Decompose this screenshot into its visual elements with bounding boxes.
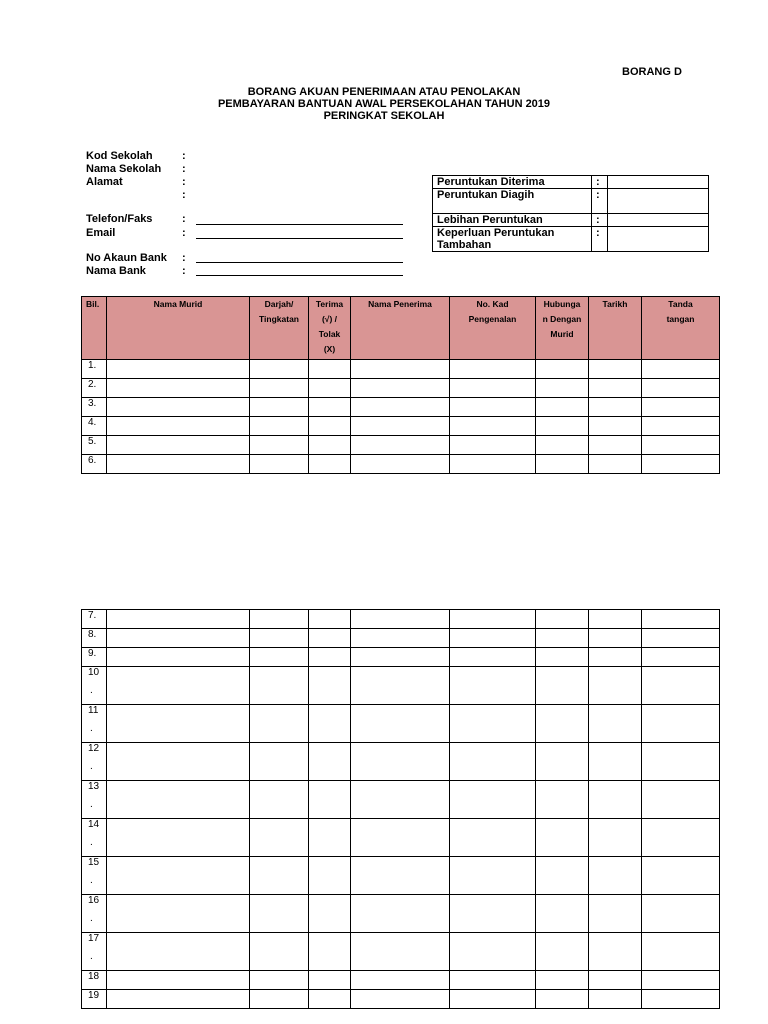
lebihan-peruntukan-label: Lebihan Peruntukan	[433, 214, 592, 227]
table-row	[82, 398, 720, 417]
tarikh-cell[interactable]	[589, 398, 642, 417]
nama-murid-cell[interactable]	[107, 667, 250, 705]
header-hub-l3: Murid	[550, 329, 574, 339]
darjah-cell[interactable]	[250, 933, 309, 971]
nama-murid-cell[interactable]	[107, 857, 250, 895]
row-number-dot: .	[90, 799, 93, 810]
hubungan-cell[interactable]	[536, 629, 589, 648]
alamat-colon-2: :	[182, 189, 186, 201]
row-number-text: 18	[88, 971, 100, 982]
darjah-cell[interactable]	[250, 455, 309, 474]
nama-penerima-cell[interactable]	[351, 667, 450, 705]
row-number	[82, 819, 107, 857]
terima-tolak-cell[interactable]	[309, 379, 351, 398]
peruntukan-diterima-label: Peruntukan Diterima	[433, 176, 592, 189]
header-terima-l4: (X)	[323, 344, 336, 354]
tanda-tangan-cell[interactable]	[642, 819, 720, 857]
table-row	[82, 610, 720, 629]
nama-murid-cell[interactable]	[107, 895, 250, 933]
nama-murid-cell[interactable]	[107, 990, 250, 1009]
kod-sekolah-colon: :	[182, 150, 186, 162]
row-number	[82, 648, 107, 667]
nama-murid-cell[interactable]	[107, 781, 250, 819]
peruntukan-diagih-colon: :	[592, 189, 608, 214]
row-number	[82, 398, 107, 417]
tarikh-cell[interactable]	[589, 743, 642, 781]
hubungan-cell[interactable]	[536, 743, 589, 781]
row-number	[82, 667, 107, 705]
row-number-text: 11	[88, 705, 99, 716]
row-number-dot: .	[90, 723, 93, 734]
no-kad-cell[interactable]	[450, 990, 536, 1009]
header-terima-l3: Tolak	[318, 329, 341, 339]
no-kad-cell[interactable]	[450, 857, 536, 895]
tanda-tangan-cell[interactable]	[642, 398, 720, 417]
keperluan-peruntukan-colon: :	[592, 227, 608, 252]
nama-murid-cell[interactable]	[107, 417, 250, 436]
header-terima	[309, 297, 351, 360]
header-no-kad	[450, 297, 536, 360]
nama-bank-label: Nama Bank	[86, 265, 146, 277]
kod-sekolah-label: Kod Sekolah	[86, 150, 153, 162]
no-akaun-bank-label: No Akaun Bank	[86, 252, 167, 264]
hubungan-cell[interactable]	[536, 990, 589, 1009]
row-number-text: 15	[88, 857, 100, 868]
hubungan-cell[interactable]	[536, 857, 589, 895]
hubungan-cell[interactable]	[536, 455, 589, 474]
terima-tolak-cell[interactable]	[309, 781, 351, 819]
tarikh-cell[interactable]	[589, 819, 642, 857]
darjah-cell[interactable]	[250, 360, 309, 379]
row-number-text: 19	[88, 990, 100, 1001]
terima-tolak-cell[interactable]	[309, 360, 351, 379]
hubungan-cell[interactable]	[536, 417, 589, 436]
no-kad-cell[interactable]	[450, 398, 536, 417]
header-terima-l1: Terima	[315, 299, 344, 309]
nama-penerima-cell[interactable]	[351, 895, 450, 933]
tanda-tangan-cell[interactable]	[642, 990, 720, 1009]
hubungan-cell[interactable]	[536, 398, 589, 417]
table-row	[82, 455, 720, 474]
table-row	[82, 629, 720, 648]
no-kad-cell[interactable]	[450, 895, 536, 933]
row-number-text: 13	[88, 781, 100, 792]
nama-penerima-cell[interactable]	[351, 379, 450, 398]
email-colon: :	[182, 227, 186, 239]
table-row	[82, 667, 720, 705]
header-kad-l2: Pengenalan	[468, 314, 517, 324]
terima-tolak-cell[interactable]	[309, 857, 351, 895]
tanda-tangan-cell[interactable]	[642, 455, 720, 474]
nama-murid-cell[interactable]	[107, 436, 250, 455]
hubungan-cell[interactable]	[536, 933, 589, 971]
hubungan-cell[interactable]	[536, 648, 589, 667]
table-row	[82, 648, 720, 667]
nama-murid-cell[interactable]	[107, 819, 250, 857]
row-number-text: 16	[88, 895, 100, 906]
darjah-cell[interactable]	[250, 629, 309, 648]
darjah-cell[interactable]	[250, 417, 309, 436]
tarikh-cell[interactable]	[589, 705, 642, 743]
header-kad-l1: No. Kad	[476, 299, 509, 309]
nama-bank-colon: :	[182, 265, 186, 277]
tarikh-cell[interactable]	[589, 667, 642, 705]
nama-sekolah-colon: :	[182, 163, 186, 175]
tarikh-cell[interactable]	[589, 610, 642, 629]
nama-penerima-cell[interactable]	[351, 743, 450, 781]
darjah-cell[interactable]	[250, 743, 309, 781]
row-number	[82, 436, 107, 455]
terima-tolak-cell[interactable]	[309, 436, 351, 455]
tanda-tangan-cell[interactable]	[642, 648, 720, 667]
darjah-cell[interactable]	[250, 379, 309, 398]
no-kad-cell[interactable]	[450, 781, 536, 819]
hubungan-cell[interactable]	[536, 379, 589, 398]
terima-tolak-cell[interactable]	[309, 398, 351, 417]
nama-sekolah-label: Nama Sekolah	[86, 163, 162, 175]
email-label: Email	[86, 227, 116, 239]
header-terima-l2: (√) /	[321, 314, 338, 324]
form-code: BORANG D	[622, 66, 682, 78]
nama-murid-cell[interactable]	[107, 933, 250, 971]
row-number	[82, 895, 107, 933]
nama-penerima-cell[interactable]	[351, 857, 450, 895]
tarikh-cell[interactable]	[589, 971, 642, 990]
row-number-text: 10	[88, 667, 100, 678]
nama-penerima-cell[interactable]	[351, 819, 450, 857]
row-number-text: 9.	[88, 648, 97, 659]
tarikh-cell[interactable]	[589, 781, 642, 819]
header-tanda-tangan	[642, 297, 720, 360]
peruntukan-diagih-label: Peruntukan Diagih	[433, 189, 592, 214]
tanda-tangan-cell[interactable]	[642, 705, 720, 743]
nama-murid-cell[interactable]	[107, 360, 250, 379]
nama-penerima-cell[interactable]	[351, 610, 450, 629]
no-kad-cell[interactable]	[450, 360, 536, 379]
form-title-line-2: PEMBAYARAN BANTUAN AWAL PERSEKOLAHAN TAHUN 2019	[217, 98, 551, 110]
nama-penerima-cell[interactable]	[351, 933, 450, 971]
peruntukan-diterima-value[interactable]	[608, 176, 709, 189]
telefon-faks-colon: :	[182, 213, 186, 225]
darjah-cell[interactable]	[250, 990, 309, 1009]
row-number-dot: .	[90, 913, 93, 924]
nama-murid-cell[interactable]	[107, 629, 250, 648]
nama-penerima-cell[interactable]	[351, 629, 450, 648]
peruntukan-diterima-colon: :	[592, 176, 608, 189]
nama-murid-cell[interactable]	[107, 610, 250, 629]
nama-penerima-cell[interactable]	[351, 648, 450, 667]
darjah-cell[interactable]	[250, 895, 309, 933]
keperluan-line-1: Keperluan Peruntukan	[437, 227, 555, 239]
darjah-cell[interactable]	[250, 667, 309, 705]
darjah-cell[interactable]	[250, 971, 309, 990]
no-kad-cell[interactable]	[450, 933, 536, 971]
table-row	[82, 990, 720, 1009]
terima-tolak-cell[interactable]	[309, 933, 351, 971]
allocation-table	[432, 175, 709, 252]
no-kad-cell[interactable]	[450, 455, 536, 474]
tanda-tangan-cell[interactable]	[642, 436, 720, 455]
nama-murid-cell[interactable]	[107, 971, 250, 990]
hubungan-cell[interactable]	[536, 360, 589, 379]
row-number-dot: .	[90, 685, 93, 696]
peruntukan-diagih-value[interactable]	[608, 189, 709, 214]
terima-tolak-cell[interactable]	[309, 819, 351, 857]
nama-penerima-cell[interactable]	[351, 417, 450, 436]
row-number	[82, 610, 107, 629]
telefon-faks-field[interactable]	[196, 224, 403, 225]
row-number	[82, 360, 107, 379]
keperluan-line-2: Tambahan	[437, 239, 492, 251]
nama-bank-field[interactable]	[196, 275, 403, 276]
no-kad-cell[interactable]	[450, 743, 536, 781]
header-hub-l2: n Dengan	[542, 314, 582, 324]
keperluan-peruntukan-label	[433, 227, 592, 252]
darjah-cell[interactable]	[250, 857, 309, 895]
hubungan-cell[interactable]	[536, 819, 589, 857]
table-row	[82, 360, 720, 379]
tanda-tangan-cell[interactable]	[642, 417, 720, 436]
nama-murid-cell[interactable]	[107, 398, 250, 417]
no-kad-cell[interactable]	[450, 971, 536, 990]
terima-tolak-cell[interactable]	[309, 648, 351, 667]
terima-tolak-cell[interactable]	[309, 990, 351, 1009]
lebihan-peruntukan-colon: :	[592, 214, 608, 227]
email-field[interactable]	[196, 238, 403, 239]
tarikh-cell[interactable]	[589, 933, 642, 971]
darjah-cell[interactable]	[250, 705, 309, 743]
table-row	[82, 743, 720, 781]
tarikh-cell[interactable]	[589, 648, 642, 667]
tarikh-cell[interactable]	[589, 455, 642, 474]
nama-penerima-cell[interactable]	[351, 705, 450, 743]
no-kad-cell[interactable]	[450, 610, 536, 629]
row-number-text: 14	[88, 819, 100, 830]
row-number	[82, 971, 107, 990]
table-row	[82, 417, 720, 436]
row-number-text: 12	[88, 743, 100, 754]
keperluan-peruntukan-value[interactable]	[608, 227, 709, 252]
no-akaun-bank-field[interactable]	[196, 262, 403, 263]
terima-tolak-cell[interactable]	[309, 743, 351, 781]
header-bil: Bil.	[82, 297, 107, 360]
nama-penerima-cell[interactable]	[351, 455, 450, 474]
alamat-label: Alamat	[86, 176, 123, 188]
hubungan-cell[interactable]	[536, 610, 589, 629]
darjah-cell[interactable]	[250, 436, 309, 455]
form-title-line-1: BORANG AKUAN PENERIMAAN ATAU PENOLAKAN	[247, 86, 521, 98]
table-row	[82, 895, 720, 933]
header-darjah-l1: Darjah/	[264, 299, 294, 309]
hubungan-cell[interactable]	[536, 705, 589, 743]
row-number-dot: .	[90, 875, 93, 886]
tanda-tangan-cell[interactable]	[642, 971, 720, 990]
tanda-tangan-cell[interactable]	[642, 743, 720, 781]
row-number	[82, 417, 107, 436]
darjah-cell[interactable]	[250, 819, 309, 857]
row-number	[82, 455, 107, 474]
row-number	[82, 990, 107, 1009]
row-number-text: 3.	[88, 398, 97, 409]
terima-tolak-cell[interactable]	[309, 417, 351, 436]
row-number-text: 6.	[88, 455, 97, 466]
form-title-line-3: PERINGKAT SEKOLAH	[323, 110, 445, 122]
tarikh-cell[interactable]	[589, 895, 642, 933]
no-kad-cell[interactable]	[450, 417, 536, 436]
darjah-cell[interactable]	[250, 648, 309, 667]
row-number-text: 8.	[88, 629, 97, 640]
table-row	[82, 436, 720, 455]
row-number-text: 1.	[88, 360, 97, 371]
table-row	[82, 933, 720, 971]
header-nama-murid: Nama Murid	[107, 297, 250, 360]
nama-penerima-cell[interactable]	[351, 781, 450, 819]
tanda-tangan-cell[interactable]	[642, 857, 720, 895]
nama-murid-cell[interactable]	[107, 648, 250, 667]
telefon-faks-label: Telefon/Faks	[86, 213, 153, 225]
row-number-dot: .	[90, 951, 93, 962]
row-number-text: 5.	[88, 436, 97, 447]
row-number	[82, 933, 107, 971]
darjah-cell[interactable]	[250, 610, 309, 629]
no-kad-cell[interactable]	[450, 436, 536, 455]
header-tanda-l2: tangan	[666, 314, 695, 324]
row-number	[82, 857, 107, 895]
tarikh-cell[interactable]	[589, 379, 642, 398]
tanda-tangan-cell[interactable]	[642, 629, 720, 648]
header-hubungan	[536, 297, 589, 360]
tarikh-cell[interactable]	[589, 857, 642, 895]
tanda-tangan-cell[interactable]	[642, 895, 720, 933]
header-darjah	[250, 297, 309, 360]
tanda-tangan-cell[interactable]	[642, 379, 720, 398]
table-row	[82, 379, 720, 398]
table-row	[82, 971, 720, 990]
no-kad-cell[interactable]	[450, 667, 536, 705]
header-tanda-l1: Tanda	[668, 299, 693, 309]
no-akaun-bank-colon: :	[182, 252, 186, 264]
terima-tolak-cell[interactable]	[309, 971, 351, 990]
hubungan-cell[interactable]	[536, 436, 589, 455]
table-row	[82, 857, 720, 895]
tarikh-cell[interactable]	[589, 436, 642, 455]
row-number-dot: .	[90, 761, 93, 772]
nama-penerima-cell[interactable]	[351, 436, 450, 455]
no-kad-cell[interactable]	[450, 629, 536, 648]
lebihan-peruntukan-value[interactable]	[608, 214, 709, 227]
nama-murid-cell[interactable]	[107, 455, 250, 474]
student-table-2	[81, 609, 720, 1009]
tarikh-cell[interactable]	[589, 990, 642, 1009]
row-number-dot: .	[90, 837, 93, 848]
row-number-text: 4.	[88, 417, 97, 428]
no-kad-cell[interactable]	[450, 705, 536, 743]
tarikh-cell[interactable]	[589, 629, 642, 648]
terima-tolak-cell[interactable]	[309, 895, 351, 933]
terima-tolak-cell[interactable]	[309, 629, 351, 648]
terima-tolak-cell[interactable]	[309, 667, 351, 705]
terima-tolak-cell[interactable]	[309, 705, 351, 743]
terima-tolak-cell[interactable]	[309, 610, 351, 629]
header-tarikh: Tarikh	[589, 297, 642, 360]
tanda-tangan-cell[interactable]	[642, 933, 720, 971]
header-darjah-l2: Tingkatan	[259, 314, 299, 324]
row-number	[82, 781, 107, 819]
nama-murid-cell[interactable]	[107, 379, 250, 398]
row-number-text: 2.	[88, 379, 97, 390]
row-number-text: 7.	[88, 610, 97, 621]
table-row	[82, 705, 720, 743]
row-number	[82, 743, 107, 781]
header-nama-penerima: Nama Penerima	[351, 297, 450, 360]
hubungan-cell[interactable]	[536, 781, 589, 819]
row-number-text: 17	[88, 933, 100, 944]
no-kad-cell[interactable]	[450, 379, 536, 398]
student-table-1	[81, 296, 720, 474]
darjah-cell[interactable]	[250, 781, 309, 819]
alamat-colon: :	[182, 176, 186, 188]
hubungan-cell[interactable]	[536, 895, 589, 933]
nama-penerima-cell[interactable]	[351, 990, 450, 1009]
tanda-tangan-cell[interactable]	[642, 360, 720, 379]
terima-tolak-cell[interactable]	[309, 455, 351, 474]
nama-penerima-cell[interactable]	[351, 360, 450, 379]
row-number	[82, 705, 107, 743]
nama-penerima-cell[interactable]	[351, 971, 450, 990]
hubungan-cell[interactable]	[536, 667, 589, 705]
tanda-tangan-cell[interactable]	[642, 667, 720, 705]
nama-penerima-cell[interactable]	[351, 398, 450, 417]
tanda-tangan-cell[interactable]	[642, 781, 720, 819]
no-kad-cell[interactable]	[450, 819, 536, 857]
darjah-cell[interactable]	[250, 398, 309, 417]
row-number	[82, 629, 107, 648]
header-hub-l1: Hubunga	[543, 299, 581, 309]
row-number	[82, 379, 107, 398]
nama-murid-cell[interactable]	[107, 743, 250, 781]
tanda-tangan-cell[interactable]	[642, 610, 720, 629]
tarikh-cell[interactable]	[589, 417, 642, 436]
hubungan-cell[interactable]	[536, 971, 589, 990]
no-kad-cell[interactable]	[450, 648, 536, 667]
nama-murid-cell[interactable]	[107, 705, 250, 743]
tarikh-cell[interactable]	[589, 360, 642, 379]
table-row	[82, 819, 720, 857]
table-row	[82, 781, 720, 819]
